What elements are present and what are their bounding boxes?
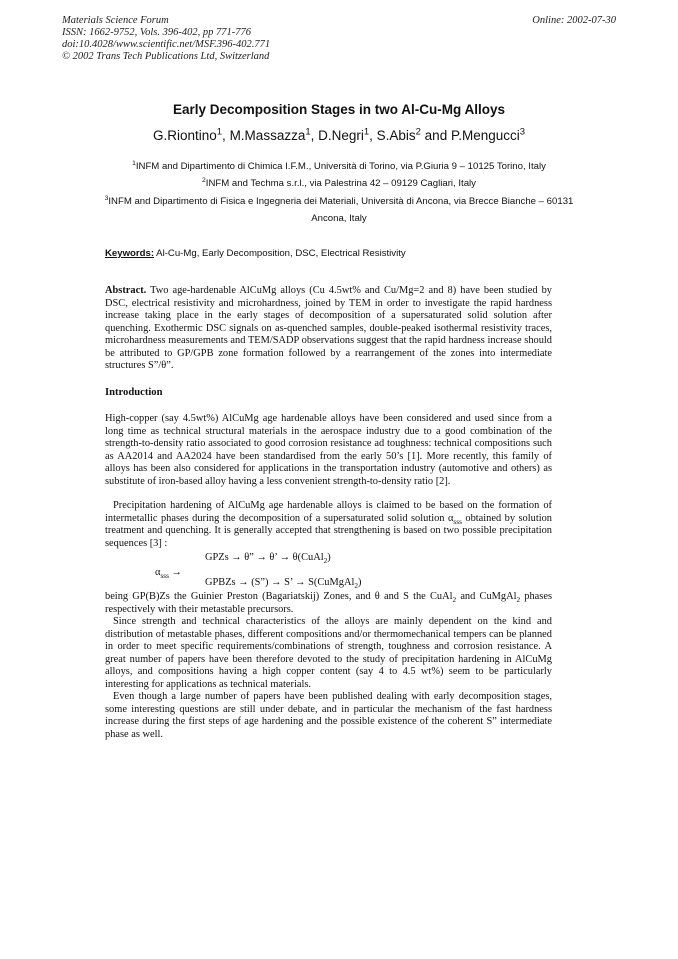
- affiliation: [88, 175, 590, 192]
- author-affil-mark: 1: [216, 126, 223, 138]
- abstract: [105, 285, 552, 373]
- keywords-text: Al-Cu-Mg, Early Decomposition, DSC, Electrical Resistivity: [154, 248, 406, 259]
- author-name: M.Massazza: [229, 128, 306, 143]
- keywords-label: Keywords:: [105, 248, 155, 259]
- affiliation-text: INFM and Dipartimento di Chimica I.F.M., Università di Torino, via P.Giuria 9 – 10125 Torino, Italy: [135, 161, 546, 172]
- intro-paragraph-4: Even though a large number of papers have been published dealing with early decomposition stages, some interesting questions are still under debate, and in particular the mechanism of the fast hardness increase during the first steps of age hardening and the possible existence of the coherent S” intermediate phase as well.: [105, 691, 552, 740]
- paragraph-text: phases respectively with their metastable precursors.: [105, 591, 552, 615]
- intro-paragraph-3: Since strength and technical characteristics of the alloys are mainly dependent on the kind and distribution of metastable phases, different compositions and/or thermomechanical tempers can be planned in order to meet specific requirements/combinations of strength, toughness and corrosion resistance. A great number of papers have been therefore devoted to the study of precipitation hardening in AlCuMg alloys, and compositions having a high copper content (say 4 to 4.5 wt%) seem to be particularly interesting for applications as technical materials.: [105, 616, 552, 690]
- author-separator: ,: [310, 128, 319, 143]
- issn-line: ISSN: 1662-9752, Vols. 396-402, pp 771-776: [62, 27, 251, 38]
- equation-text: ): [327, 552, 331, 563]
- paragraph-text: Precipitation hardening of AlCuMg age hardenable alloys is claimed to be based on the formation of intermetallic phases during the decomposition of a supersaturated solid solution α: [105, 500, 552, 524]
- paragraph-text: and CuMgAl: [456, 591, 517, 602]
- copyright-line: © 2002 Trans Tech Publications Ltd, Switzerland: [62, 51, 270, 62]
- affiliation: [88, 193, 590, 228]
- affiliation-text: INFM and Techma s.r.l., via Palestrina 42 – 09129 Cagliari, Italy: [205, 178, 476, 190]
- sequence-explanation: [105, 591, 552, 616]
- doi-line[interactable]: doi:10.4028/www.scientific.net/MSF.396-402.771: [62, 39, 271, 50]
- paragraph-text: obtained by solution treatment and quenching. It is generally accepted that strengthening is based on two possible precipitation sequences [3] :: [105, 512, 552, 549]
- sequence-s: [205, 577, 362, 591]
- subscript: 2: [452, 596, 457, 605]
- paragraph-text: being GP(B)Zs the Guinier Preston (Bagariatskij) Zones, and θ and S the CuAl: [105, 591, 453, 602]
- intro-paragraph-2: [105, 500, 552, 550]
- affiliation-mark: 1: [132, 159, 136, 167]
- subscript: 2: [516, 596, 521, 605]
- journal-header: [62, 15, 616, 63]
- abstract-text: Two age-hardenable AlCuMg alloys (Cu 4.5wt% and Cu/Mg=2 and 8) have been studied by DSC, electrical resistivity and microhardness, joined by TEM in order to investigate the rapid hardness increase taking place in the early stages of decomposition of a supersaturated solid solution after quenching. Exothermic DSC signals on as-quenched samples, double-peaked isothermal resistivity traces, microhardness measurements and TEM/SADP observations suggest that the rapid hardness increase should be attributed to GP/GPB zone formation followed by a rearrangement of the zones into intermediate structures S”/θ”.: [105, 285, 552, 371]
- affiliation: [88, 158, 590, 175]
- section-heading-introduction: Introduction: [105, 387, 163, 398]
- equation-text: ): [357, 577, 362, 588]
- online-date: Online: 2002-07-30: [532, 15, 616, 26]
- subscript: 2: [354, 582, 358, 591]
- author-and: and: [420, 128, 451, 143]
- equation-text: GPZs → θ” → θ’ → θ(CuAl: [205, 552, 324, 563]
- author-name: S.Abis: [376, 128, 416, 143]
- affiliation-list: [88, 158, 590, 227]
- author-separator: ,: [222, 128, 230, 143]
- affiliation-text: INFM and Dipartimento di Fisica e Ingegneria dei Materiali, Università di Ancona, via Brecce Bianche – 60131 Ancona, Italy: [108, 195, 574, 224]
- alpha-sss-label: [155, 567, 182, 581]
- author-affil-mark: 1: [363, 126, 370, 138]
- sequence-theta: [205, 552, 331, 566]
- author-name: D.Negri: [318, 128, 364, 143]
- journal-name: Materials Science Forum: [62, 15, 169, 26]
- subscript: 2: [323, 557, 328, 566]
- keywords: [105, 248, 406, 259]
- subscript: sss: [160, 572, 169, 581]
- author-name: P.Mengucci: [450, 128, 520, 143]
- author-affil-mark: 2: [415, 126, 421, 138]
- abstract-label: Abstract.: [105, 285, 147, 296]
- author-name: G.Riontino: [153, 128, 217, 143]
- paper-title: Early Decomposition Stages in two Al-Cu-Mg Alloys: [172, 102, 506, 117]
- affiliation-mark: 2: [202, 177, 206, 185]
- author-list: [0, 128, 678, 143]
- alpha-symbol: α: [155, 567, 161, 578]
- arrow-symbol: →: [168, 567, 182, 578]
- author-affil-mark: 1: [305, 126, 311, 138]
- author-affil-mark: 3: [519, 126, 525, 138]
- affiliation-mark: 3: [104, 194, 109, 202]
- subscript: sss: [453, 517, 462, 526]
- intro-paragraph-1: High-copper (say 4.5wt%) AlCuMg age hardenable alloys have been considered and used since from a long time as technical structural materials in the aerospace industry due to a good combination of the strength-to-density ratio associated to good corrosion resistance ad toughness: technical compositions such as AA2014 and AA2024 have been standardised from the early 50’s [1]. More recently, this family of alloys has been also considered for applications in the transportation industry (automotive and others) as substitute of iron-based alloy having a less convenient strength-to-density ratio [2].: [105, 413, 552, 487]
- author-separator: ,: [369, 128, 377, 143]
- equation-text: GPBZs → (S”) → S’ → S(CuMgAl: [205, 577, 355, 588]
